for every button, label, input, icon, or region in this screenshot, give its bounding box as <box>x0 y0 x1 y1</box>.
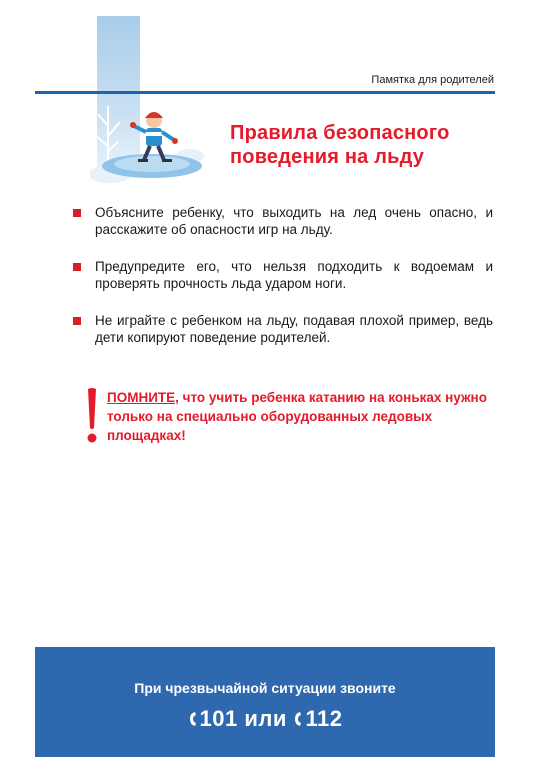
child-figure <box>130 105 178 162</box>
title-line-2: поведения на льду <box>230 146 425 168</box>
warning-lead: ПОМНИТЕ, <box>107 390 179 405</box>
emergency-numbers <box>35 706 495 732</box>
list-item <box>73 312 493 346</box>
rule-text: Не играйте с ребенком на льду, подавая плохой пример, ведь дети копируют поведение родителей. <box>95 313 493 345</box>
rule-text: Предупредите его, что нельзя подходить к водоемам и проверять прочность льда ударом ноги. <box>95 259 493 291</box>
header-label: Памятка для родителей <box>371 74 494 86</box>
emergency-number-101[interactable]: 101 <box>199 706 238 731</box>
exclamation-icon <box>86 388 98 444</box>
phone-icon <box>188 711 198 727</box>
numbers-connector: или <box>237 706 294 731</box>
emergency-number-112[interactable]: 112 <box>305 706 343 731</box>
emergency-footer <box>35 647 495 757</box>
bullet-square-icon <box>73 263 81 271</box>
header-divider <box>35 91 495 94</box>
page-title <box>230 121 490 169</box>
warning-text <box>107 388 492 445</box>
bullet-square-icon <box>73 209 81 217</box>
emergency-call-text: При чрезвычайной ситуации звоните <box>134 680 396 696</box>
list-item <box>73 204 493 238</box>
title-line-1: Правила безопасного <box>230 122 450 144</box>
child-skater-illustration <box>90 96 210 191</box>
warning-body: что учить ребенка катанию на коньках нужно только на специально оборудованных ледовых площадках! <box>107 390 487 443</box>
rules-list <box>73 204 493 366</box>
snowy-tree-icon <box>96 106 120 166</box>
list-item <box>73 258 493 292</box>
bullet-square-icon <box>73 317 81 325</box>
rule-text: Объясните ребенку, что выходить на лед очень опасно, и расскажите об опасности игр на льду. <box>95 205 493 237</box>
phone-icon <box>293 711 303 727</box>
